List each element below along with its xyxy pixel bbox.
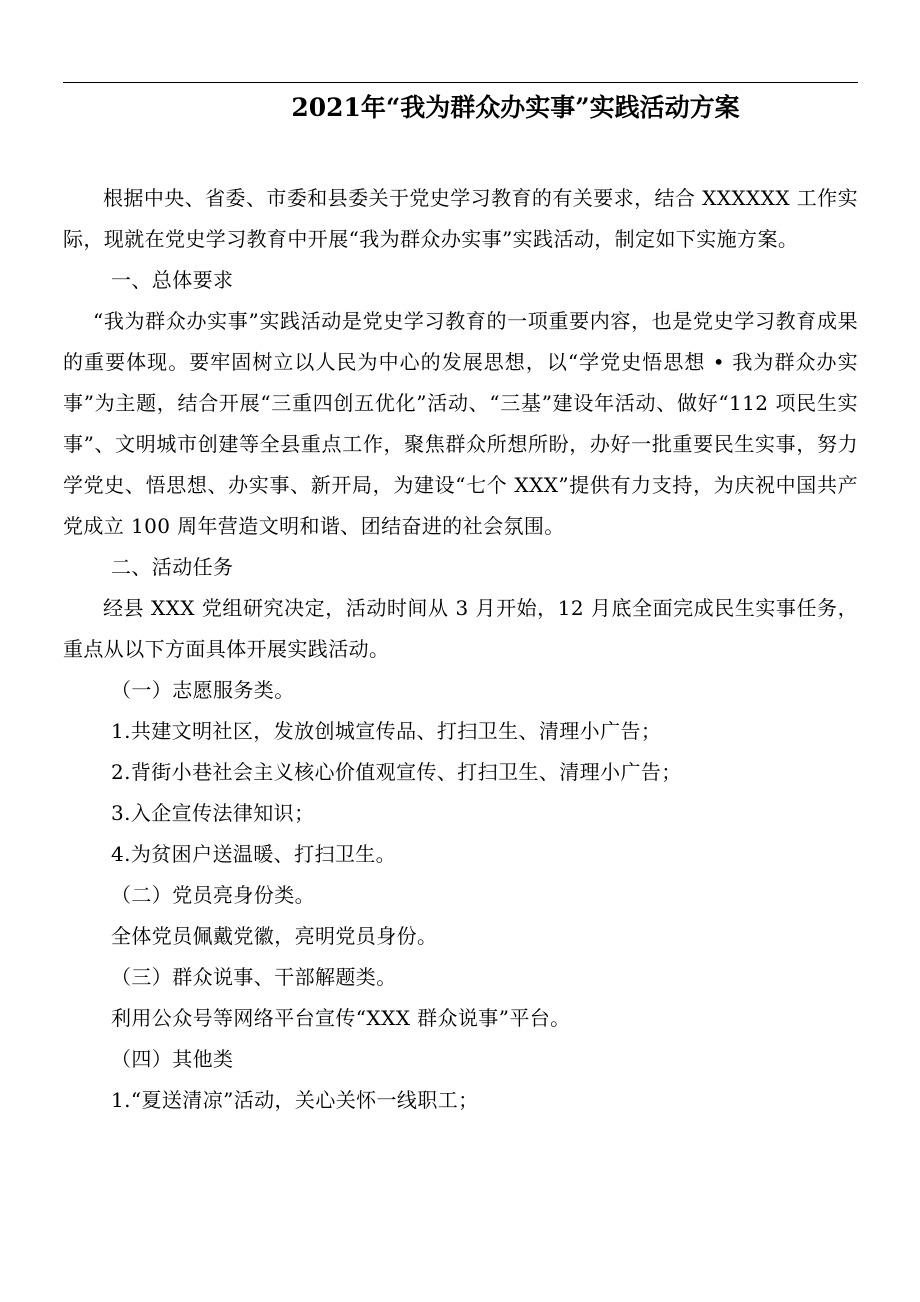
list-item: 2.背街小巷社会主义核心价值观宣传、打扫卫生、清理小广告； xyxy=(111,760,682,784)
list-item: 1.“夏送清凉”活动，关心关怀一线职工； xyxy=(111,1088,479,1112)
paragraph-general-requirements: “我为群众办实事”实践活动是党史学习教育的一项重要内容，也是党史学习教育成果的重要体现。要牢固树立以人民为中心的发展思想，以“学党史悟思想 • 我为群众办实事”为主题，结合开展“三重四创五优化”活动、“三基”建设年活动、做好“112 项民生实事”、文明城市创建等全县重点工作，聚焦群众所想所盼，办好一批重要民生实事，努力学党史、悟思想、办实事、新开局，为建设“七个 XXX”提供有力支持，为庆祝中国共产党成立 100 周年营造文明和谐、团结奋进的社会氛围。 xyxy=(63,309,858,538)
paragraph-public-platform: 利用公众号等网络平台宣传“XXX 群众说事”平台。 xyxy=(111,1006,571,1030)
subsection-heading-3: （三）群众说事、干部解题类。 xyxy=(111,965,397,989)
list-item: 1.共建文明社区，发放创城宣传品、打扫卫生、清理小广告； xyxy=(111,719,662,743)
section-heading-1: 一、总体要求 xyxy=(111,268,234,292)
intro-paragraph: 根据中央、省委、市委和县委关于党史学习教育的有关要求，结合 XXXXXX 工作实际，现就在党史学习教育中开展“我为群众办实事”实践活动，制定如下实施方案。 xyxy=(63,186,858,251)
subsection-heading-1: （一）志愿服务类。 xyxy=(111,678,295,702)
header-rule xyxy=(63,82,858,83)
section-heading-2: 二、活动任务 xyxy=(111,555,234,579)
list-item: 4.为贫困户送温暖、打扫卫生。 xyxy=(111,842,397,866)
list-item: 3.入企宣传法律知识； xyxy=(111,801,315,825)
paragraph-activity-tasks: 经县 XXX 党组研究决定，活动时间从 3 月开始，12 月底全面完成民生实事任务，重点从以下方面具体开展实践活动。 xyxy=(63,596,858,661)
document-body xyxy=(63,178,858,1121)
subsection-heading-4: （四）其他类 xyxy=(111,1047,234,1071)
document-title: 2021年“我为群众办实事”实践活动方案 xyxy=(291,93,740,122)
subsection-heading-2: （二）党员亮身份类。 xyxy=(111,883,315,907)
paragraph-party-members: 全体党员佩戴党徽，亮明党员身份。 xyxy=(111,924,438,948)
